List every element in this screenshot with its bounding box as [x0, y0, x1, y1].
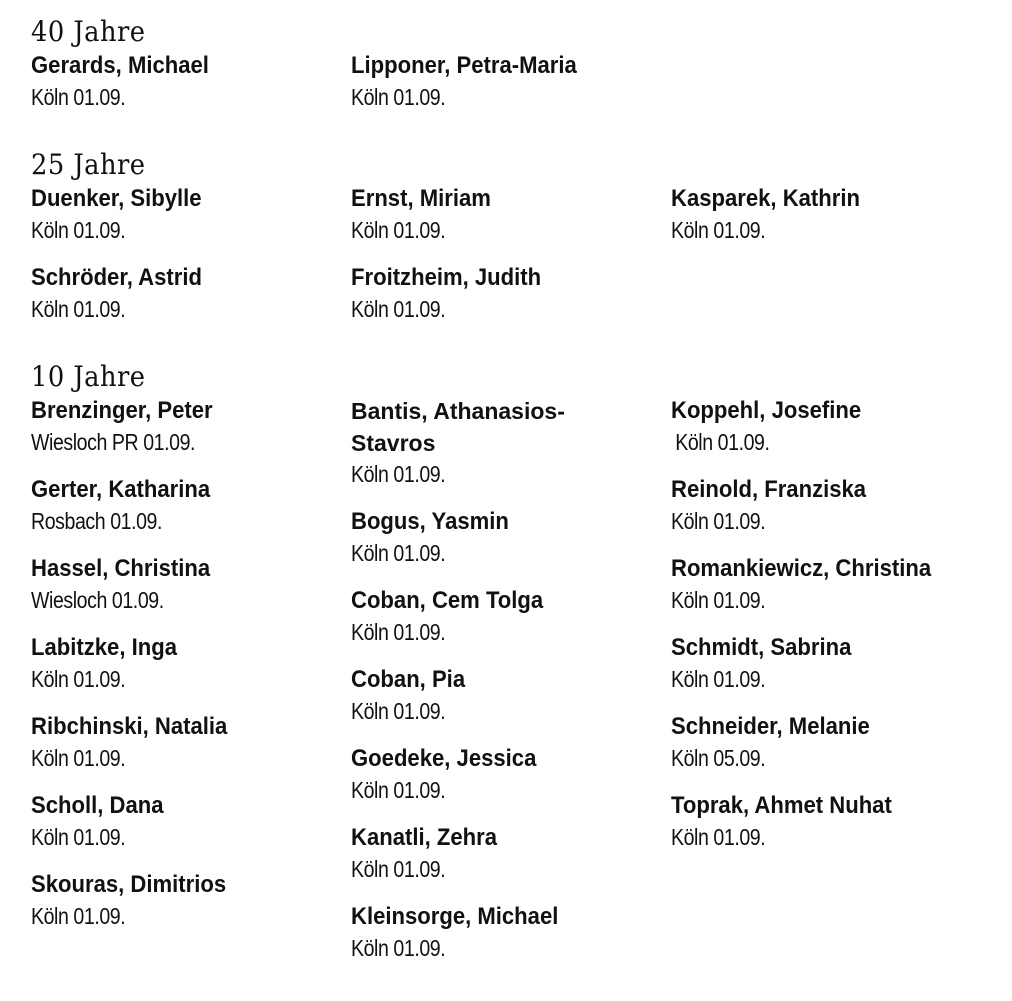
person-name: Schmidt, Sabrina	[671, 634, 852, 661]
section-40-jahre	[31, 14, 991, 129]
location-date: Köln 01.09.	[351, 935, 446, 961]
location-date: Köln 01.09.	[31, 903, 126, 929]
entry-column	[31, 183, 351, 341]
location-date: Köln 01.09.	[31, 666, 126, 692]
list-item	[351, 664, 671, 727]
section-title: 10 Jahre	[31, 360, 146, 393]
location-date: Rosbach 01.09.	[31, 508, 163, 534]
list-item	[31, 553, 351, 616]
location-date: Köln 01.09.	[351, 619, 446, 645]
list-item	[31, 869, 351, 932]
list-item	[671, 395, 991, 458]
list-item	[31, 262, 351, 325]
location-date: Köln 01.09.	[671, 587, 766, 613]
section-10-jahre	[31, 359, 991, 980]
section-25-jahre	[31, 147, 991, 341]
person-name: Ribchinski, Natalia	[31, 713, 228, 740]
list-item	[671, 711, 991, 774]
list-item	[31, 50, 351, 113]
list-item	[31, 711, 351, 774]
list-item	[31, 474, 351, 537]
person-name: Coban, Cem Tolga	[351, 587, 544, 614]
list-item	[351, 585, 671, 648]
location-date: Köln 01.09.	[351, 296, 446, 322]
location-date: Wiesloch 01.09.	[31, 587, 164, 613]
entry-column	[31, 50, 351, 129]
person-name: Koppehl, Josefine	[671, 397, 862, 424]
person-name: Froitzheim, Judith	[351, 264, 542, 291]
location-date: Köln 01.09.	[31, 217, 126, 243]
list-item	[351, 901, 671, 964]
location-date: Köln 01.09.	[351, 856, 446, 882]
location-date: Köln 01.09.	[671, 824, 766, 850]
entry-column	[31, 395, 351, 980]
location-date: Wiesloch PR 01.09.	[31, 429, 196, 455]
person-name: Schröder, Astrid	[31, 264, 202, 291]
list-item	[351, 262, 671, 325]
location-date: Köln 01.09.	[31, 84, 126, 110]
person-name: Scholl, Dana	[31, 792, 164, 819]
list-item	[31, 632, 351, 695]
location-date: Köln 01.09.	[351, 698, 446, 724]
location-date: Köln 01.09.	[671, 508, 766, 534]
person-name: Labitzke, Inga	[31, 634, 178, 661]
person-name: Ernst, Miriam	[351, 185, 491, 212]
list-item	[671, 632, 991, 695]
location-date: Köln 01.09.	[675, 429, 770, 455]
person-name: Gerter, Katharina	[31, 476, 211, 503]
list-item	[351, 50, 671, 113]
location-date: Köln 01.09.	[351, 217, 446, 243]
person-name: Lipponer, Petra-Maria	[351, 52, 577, 79]
list-item	[31, 183, 351, 246]
entry-column	[671, 50, 991, 129]
location-date: Köln 01.09.	[31, 824, 126, 850]
location-date: Köln 01.09.	[671, 217, 766, 243]
list-item	[351, 183, 671, 246]
section-title: 25 Jahre	[31, 148, 146, 181]
location-date: Köln 01.09.	[351, 461, 446, 487]
location-date: Köln 01.09.	[351, 777, 446, 803]
person-name: Schneider, Melanie	[671, 713, 870, 740]
person-name: Reinold, Franziska	[671, 476, 867, 503]
entry-column	[351, 50, 671, 129]
list-item	[671, 790, 991, 853]
entry-column	[351, 395, 671, 980]
list-item	[351, 822, 671, 885]
person-name: Kasparek, Kathrin	[671, 185, 860, 212]
location-date: Köln 01.09.	[31, 745, 126, 771]
list-item	[671, 183, 991, 246]
person-name: Brenzinger, Peter	[31, 397, 213, 424]
location-date: Köln 05.09.	[671, 745, 766, 771]
entry-columns	[31, 183, 991, 341]
location-date: Köln 01.09.	[671, 666, 766, 692]
list-item	[31, 395, 351, 458]
person-name: Kanatli, Zehra	[351, 824, 498, 851]
person-name: Gerards, Michael	[31, 52, 209, 79]
person-name: Kleinsorge, Michael	[351, 903, 559, 930]
entry-columns	[31, 395, 991, 980]
list-item	[351, 743, 671, 806]
person-name: Hassel, Christina	[31, 555, 211, 582]
person-name: Duenker, Sibylle	[31, 185, 202, 212]
person-name: Goedeke, Jessica	[351, 745, 537, 772]
person-name: Coban, Pia	[351, 666, 466, 693]
entry-column	[351, 183, 671, 341]
entry-columns	[31, 50, 991, 129]
anniversary-list	[31, 14, 991, 998]
list-item	[671, 474, 991, 537]
entry-column	[671, 395, 991, 980]
person-name: Bantis, Athanasios-Stavros	[351, 398, 565, 456]
person-name: Toprak, Ahmet Nuhat	[671, 792, 892, 819]
list-item	[351, 395, 671, 490]
person-name: Skouras, Dimitrios	[31, 871, 227, 898]
entry-column	[671, 183, 991, 341]
person-name: Bogus, Yasmin	[351, 508, 509, 535]
location-date: Köln 01.09.	[351, 84, 446, 110]
person-name: Romankiewicz, Christina	[671, 555, 932, 582]
location-date: Köln 01.09.	[31, 296, 126, 322]
list-item	[31, 790, 351, 853]
list-item	[351, 506, 671, 569]
location-date: Köln 01.09.	[351, 540, 446, 566]
section-title: 40 Jahre	[31, 15, 146, 48]
list-item	[671, 553, 991, 616]
